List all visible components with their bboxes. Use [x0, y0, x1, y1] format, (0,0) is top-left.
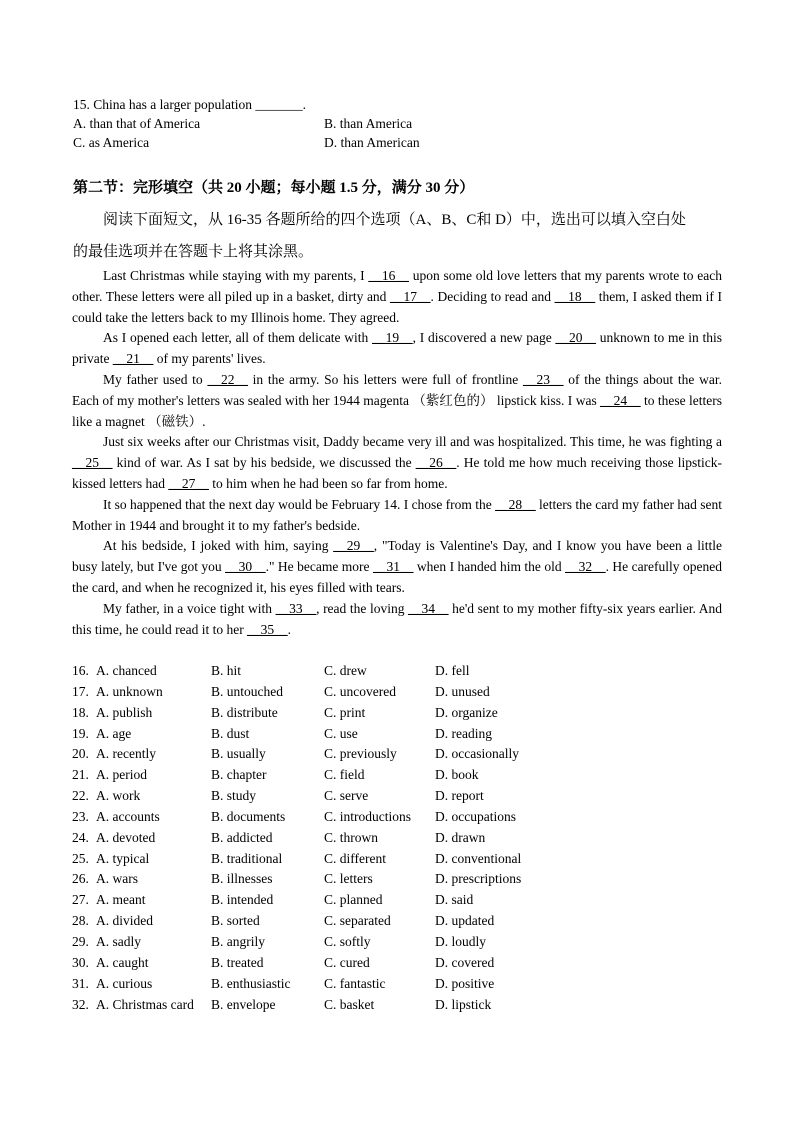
option-row — [72, 807, 555, 828]
option-d: D. said — [435, 892, 474, 908]
option-c: C. introductions — [324, 808, 411, 824]
option-number: 16. — [72, 663, 89, 678]
option-number: 21. — [72, 767, 89, 783]
passage-text: , read the loving — [316, 600, 409, 616]
cloze-blank: __25__ — [72, 455, 113, 471]
cloze-blank: __26__ — [415, 455, 457, 471]
option-b: B. distribute — [211, 704, 278, 720]
option-number: 24. — [72, 829, 89, 845]
option-d: D. fell — [435, 663, 470, 678]
option-number: 17. — [72, 683, 89, 699]
cloze-blank: __24__ — [600, 392, 641, 408]
passage-text: . Deciding to read and — [430, 288, 555, 304]
option-c: C. field — [324, 767, 365, 783]
option-a: A. publish — [96, 704, 153, 720]
cloze-blank: __21__ — [112, 351, 154, 367]
passage-text: to him when he had been so far from home. — [208, 475, 448, 491]
cloze-blank: __30__ — [225, 559, 266, 575]
passage-text: Just six weeks after our Christmas visit, Daddy became very ill and was hospitalized. This time, he was fighting a — [103, 434, 722, 450]
passage-text: unknown to me in this private — [72, 330, 722, 367]
option-d: D. report — [435, 788, 484, 804]
option-b: B. usually — [211, 746, 266, 762]
question-15-blank: _______ — [255, 97, 303, 112]
option-number: 19. — [72, 725, 89, 741]
option-number: 29. — [72, 933, 89, 949]
passage-paragraph — [72, 432, 722, 494]
passage-paragraph — [72, 599, 722, 641]
cloze-blank: __31__ — [372, 559, 414, 575]
option-number: 27. — [72, 892, 89, 908]
option-number: 25. — [72, 850, 89, 866]
option-c: C. separated — [324, 913, 391, 929]
passage-text: , I discovered a new page — [412, 330, 556, 346]
option-number: 22. — [72, 788, 89, 804]
option-d: D. updated — [435, 913, 495, 929]
option-a: A. typical — [96, 850, 150, 866]
cloze-blank: __23__ — [522, 371, 564, 387]
option-b: B. traditional — [211, 850, 283, 866]
option-number: 20. — [72, 746, 89, 762]
option-number: 31. — [72, 975, 89, 991]
passage-text: My father used to — [103, 371, 208, 387]
passage-text: he'd sent to my mother fifty-six years earlier. And this time, he could read it to her — [72, 600, 722, 637]
option-row — [72, 786, 555, 807]
option-b: B. angrily — [211, 933, 265, 949]
passage-text: . He told me how much receiving those lipstick-kissed letters had — [72, 455, 722, 491]
option-c: C. previously — [324, 746, 397, 762]
question-15-option-b: B. than America — [324, 116, 413, 131]
cloze-blank: __18__ — [554, 288, 596, 304]
option-d: D. covered — [435, 954, 495, 970]
cloze-blank: __34__ — [408, 600, 449, 616]
option-a: A. curious — [96, 975, 153, 991]
passage-text: them, I asked them if I could take the letters back to my Illinois home. They agreed. — [72, 288, 722, 325]
option-number: 18. — [72, 704, 89, 720]
passage-text: ." He became more — [265, 559, 373, 575]
option-number: 23. — [72, 808, 89, 824]
cloze-blank: __32__ — [565, 559, 606, 575]
option-row — [72, 744, 555, 765]
passage-text: of my parents' lives. — [153, 351, 266, 367]
directions-line-1: 阅读下面短文，从 16-35 各题所给的四个选项（A、B、C和 D）中，选出可以填入空白处 — [103, 212, 686, 228]
option-b: B. intended — [211, 892, 274, 908]
option-a: A. meant — [96, 892, 146, 908]
option-row — [72, 703, 555, 724]
option-d: D. book — [435, 767, 479, 783]
option-row — [72, 849, 555, 870]
option-b: B. treated — [211, 954, 264, 970]
option-c: C. fantastic — [324, 975, 386, 991]
option-a: A. devoted — [96, 829, 156, 845]
passage-text: when I handed him the old — [413, 559, 566, 575]
option-b: B. chapter — [211, 767, 267, 783]
option-d: D. lipstick — [435, 996, 492, 1012]
question-15 — [73, 95, 733, 152]
option-c: C. letters — [324, 871, 373, 887]
passage-text: . He carefully opened the card, and when he recognized it, his eyes filled with tears. — [72, 559, 722, 595]
cloze-passage — [72, 266, 722, 640]
option-a: A. chanced — [96, 663, 157, 678]
passage-text: , "Today is Valentine's Day, and I know you have been a little busy lately, but I've got you — [72, 538, 723, 575]
passage-paragraph — [72, 370, 722, 432]
option-a: A. unknown — [96, 683, 163, 699]
option-a: A. age — [96, 725, 132, 741]
option-c: C. basket — [324, 996, 375, 1012]
option-d: D. occasionally — [435, 746, 519, 762]
cloze-options-table — [72, 661, 555, 1015]
option-c: C. cured — [324, 954, 370, 970]
option-b: B. study — [211, 788, 257, 804]
cloze-blank: __20__ — [555, 330, 596, 346]
passage-text: . — [287, 621, 291, 637]
cloze-blank: __17__ — [390, 288, 431, 304]
option-d: D. drawn — [435, 829, 486, 845]
option-a: A. recently — [96, 746, 156, 762]
passage-text: letters the card my father had sent Mother in 1944 and brought it to my father's bedside. — [72, 496, 722, 533]
option-row — [72, 869, 555, 890]
option-c: C. drew — [324, 663, 367, 678]
option-row — [72, 724, 555, 745]
option-a: A. caught — [96, 954, 149, 970]
cloze-blank: __28__ — [495, 496, 536, 512]
question-15-stem — [73, 95, 733, 114]
passage-text: It so happened that the next day would be February 14. I chose from the — [103, 496, 496, 512]
option-a: A. sadly — [96, 933, 141, 949]
option-c: C. uncovered — [324, 683, 396, 699]
passage-text: to these letters like a magnet （磁铁）. — [72, 392, 722, 429]
option-c: C. different — [324, 850, 386, 866]
option-number: 30. — [72, 954, 89, 970]
cloze-blank: __16__ — [368, 268, 409, 283]
option-d: D. prescriptions — [435, 871, 522, 887]
option-c: C. thrown — [324, 829, 378, 845]
option-d: D. loudly — [435, 933, 487, 949]
option-a: A. accounts — [96, 808, 160, 824]
option-row — [72, 682, 555, 703]
option-d: D. organize — [435, 704, 498, 720]
option-c: C. softly — [324, 933, 371, 949]
passage-text: of the things about the war. Each of my mother's letters was sealed with her 1944 magenta （紫红色的） lipstick kiss. I was — [72, 371, 722, 408]
question-15-tail: . — [302, 97, 306, 112]
option-b: B. addicted — [211, 829, 273, 845]
option-b: B. envelope — [211, 996, 276, 1012]
option-a: A. wars — [96, 871, 138, 887]
option-row — [72, 995, 555, 1016]
passage-paragraph — [72, 266, 722, 328]
option-c: C. serve — [324, 788, 369, 804]
passage-paragraph — [72, 536, 722, 598]
passage-text: in the army. So his letters were full of frontline — [247, 371, 523, 387]
question-15-text: 15. China has a larger population — [73, 97, 256, 112]
option-row — [72, 661, 555, 682]
cloze-blank: __35__ — [247, 621, 288, 637]
cloze-blank: __33__ — [275, 600, 317, 616]
option-c: C. print — [324, 704, 366, 720]
passage-text: As I opened each letter, all of them delicate with — [103, 330, 373, 346]
option-b: B. documents — [211, 808, 286, 824]
option-number: 26. — [72, 871, 89, 887]
option-d: D. conventional — [435, 850, 522, 866]
cloze-blank: __27__ — [168, 475, 209, 491]
question-15-option-c: C. as America — [73, 135, 150, 150]
option-row — [72, 953, 555, 974]
option-row — [72, 765, 555, 786]
directions-line-2: 的最佳选项并在答题卡上将其涂黑。 — [73, 244, 314, 260]
option-row — [72, 932, 555, 953]
option-row — [72, 911, 555, 932]
option-row — [72, 828, 555, 849]
option-c: C. planned — [324, 892, 383, 908]
passage-paragraph — [72, 495, 722, 537]
question-15-options — [73, 114, 733, 152]
option-a: A. period — [96, 767, 147, 783]
question-15-option-a: A. than that of America — [73, 116, 201, 131]
option-d: D. unused — [435, 683, 490, 699]
option-number: 28. — [72, 913, 89, 929]
option-b: B. hit — [211, 663, 242, 678]
passage-text: At his bedside, I joked with him, saying — [103, 538, 334, 554]
option-b: B. untouched — [211, 683, 283, 699]
option-b: B. sorted — [211, 913, 260, 929]
passage-text: My father, in a voice tight with — [103, 600, 276, 616]
cloze-blank: __19__ — [372, 330, 413, 346]
option-a: A. Christmas card — [96, 996, 194, 1012]
option-d: D. occupations — [435, 808, 516, 824]
section-title: 第二节：完形填空（共 20 小题；每小题 1.5 分，满分 30 分） — [73, 180, 475, 196]
cloze-blank: __29__ — [333, 538, 374, 554]
question-15-option-d: D. than American — [324, 135, 420, 150]
cloze-blank: __22__ — [207, 371, 248, 387]
option-d: D. reading — [435, 725, 492, 741]
option-b: B. illnesses — [211, 871, 273, 887]
option-d: D. positive — [435, 975, 495, 991]
passage-text: upon some old love letters that my parents wrote to each other. These letters were all piled up in a basket, dirty and — [72, 268, 722, 304]
passage-text: kind of war. As I sat by his bedside, we discussed the — [112, 455, 416, 471]
option-c: C. use — [324, 725, 358, 741]
passage-paragraph — [72, 328, 722, 370]
option-a: A. work — [96, 788, 141, 804]
option-row — [72, 890, 555, 911]
passage-text: Last Christmas while staying with my parents, I — [103, 268, 369, 283]
option-number: 32. — [72, 996, 89, 1012]
directions — [73, 204, 723, 268]
option-b: B. dust — [211, 725, 250, 741]
option-a: A. divided — [96, 913, 153, 929]
option-b: B. enthusiastic — [211, 975, 291, 991]
option-row — [72, 974, 555, 995]
